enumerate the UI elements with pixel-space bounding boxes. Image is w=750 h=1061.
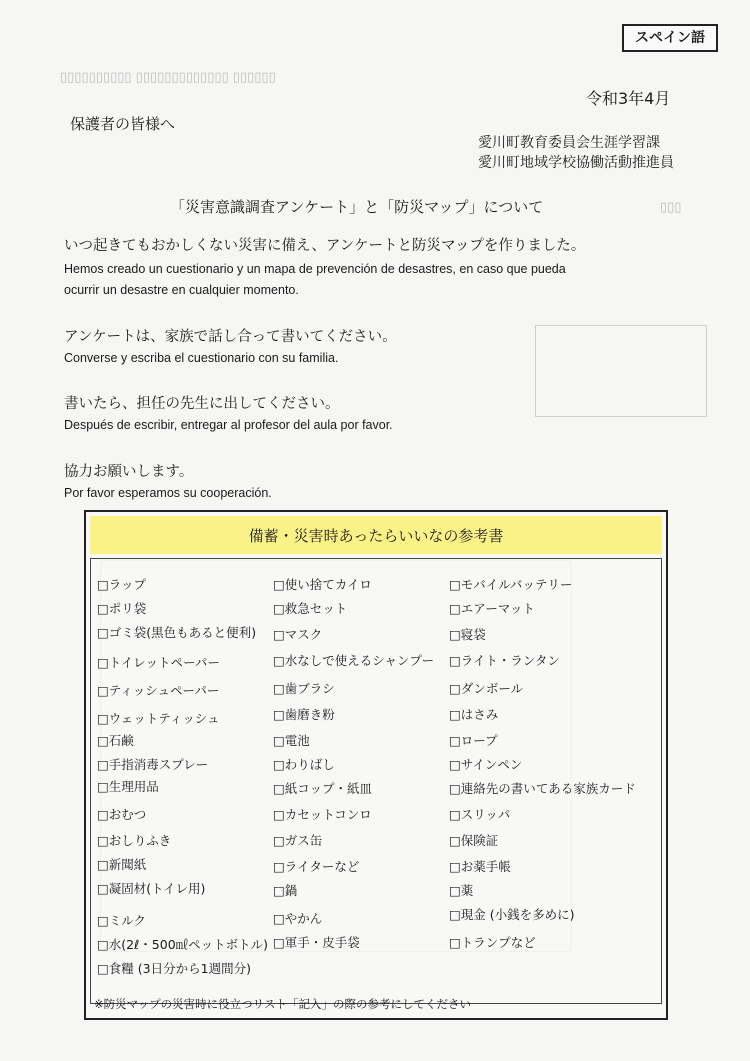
checklist-item: □凝固材(トイレ用) (97, 881, 206, 896)
sender-line-2: 愛川町地域学校協働活動推進員 (478, 155, 674, 171)
reference-list-body (90, 558, 662, 1004)
show-through-text: ▯▯▯ (660, 200, 682, 215)
checklist-item: □救急セット (273, 601, 348, 616)
paragraph-es: Por favor esperamos su cooperación. (64, 486, 272, 500)
paragraph-jp: アンケートは、家族で話し合って書いてください。 (64, 329, 397, 345)
reference-list-box (84, 510, 668, 1020)
checklist-item: □ロープ (449, 733, 498, 748)
paragraph-es: Hemos creado un cuestionario y un mapa de prevención de desastres, en caso que pueda (64, 262, 566, 276)
checklist-item: □ダンボール (449, 681, 524, 696)
paragraph-es: Converse y escriba el cuestionario con su familia. (64, 351, 339, 365)
checklist-item: □ゴミ袋(黒色もあると便利) (97, 625, 257, 640)
checklist-item: □おむつ (97, 807, 147, 822)
checklist-item: □ガス缶 (273, 833, 323, 848)
checklist-item: □モバイルバッテリー (449, 577, 573, 592)
checklist-item: □ウェットティッシュ (97, 711, 220, 726)
checklist-item: □鍋 (273, 883, 298, 898)
checklist-item: □はさみ (449, 707, 499, 722)
sender (478, 133, 674, 173)
checklist-item: □ライト・ランタン (449, 653, 560, 668)
checklist-item: □ライターなど (273, 859, 360, 874)
checklist-item: □水なしで使えるシャンプー (273, 653, 435, 668)
checklist-item: □水(2ℓ・500㎖ペットボトル) (97, 937, 269, 952)
checklist-item: □石鹸 (97, 733, 134, 748)
paragraph-jp: 協力お願いします。 (64, 464, 194, 480)
checklist-item: □軍手・皮手袋 (273, 935, 360, 950)
paragraph-jp: 書いたら、担任の先生に出してください。 (64, 396, 340, 412)
reference-list-title: 備蓄・災害時あったらいいなの参考書 (90, 516, 662, 554)
language-tag: スペイン語 (622, 24, 718, 52)
checklist-item: □ティッシュペーパー (97, 683, 220, 698)
checklist-item: □トランプなど (449, 935, 536, 950)
show-through-text: ▯▯▯▯▯▯▯▯▯▯ ▯▯▯▯▯▯▯▯▯▯▯▯▯ ▯▯▯▯▯▯ (60, 70, 276, 85)
checklist-item: □ミルク (97, 913, 147, 928)
checklist-item: □スリッパ (449, 807, 511, 822)
checklist-item: □トイレットペーパー (97, 655, 220, 670)
checklist-item: □やかん (273, 911, 323, 926)
show-through-box (535, 325, 707, 417)
checklist-item: □連絡先の書いてある家族カード (449, 781, 636, 796)
checklist-item: □カセットコンロ (273, 807, 372, 822)
checklist-item: □生理用品 (97, 779, 159, 794)
paragraph-jp: いつ起きてもおかしくない災害に備え、アンケートと防災マップを作りました。 (64, 238, 586, 254)
checklist-item: □ポリ袋 (97, 601, 147, 616)
document-title: 「災害意識調査アンケート」と「防災マップ」について (170, 198, 544, 216)
checklist-item: □保険証 (449, 833, 499, 848)
checklist-item: □歯ブラシ (273, 681, 335, 696)
checklist-item: □寝袋 (449, 627, 486, 642)
checklist-item: □紙コップ・紙皿 (273, 781, 373, 796)
paragraph-1 (64, 234, 585, 297)
checklist-item: □わりばし (273, 757, 335, 772)
checklist-item: □薬 (449, 883, 474, 898)
checklist-item: □使い捨てカイロ (273, 577, 372, 592)
checklist-item: □おしりふき (97, 833, 172, 848)
checklist-item: □電池 (273, 733, 310, 748)
checklist-item: □新聞紙 (97, 857, 147, 872)
issue-date: 令和3年4月 (586, 89, 671, 108)
paragraph-2 (64, 325, 397, 365)
addressee: 保護者の皆様へ (70, 115, 176, 133)
checklist-item: □手指消毒スプレー (97, 757, 209, 772)
checklist-item: □マスク (273, 627, 323, 642)
checklist-item: □サインペン (449, 757, 523, 772)
checklist-item: □歯磨き粉 (273, 707, 335, 722)
paragraph-3 (64, 392, 393, 432)
paragraph-es: Después de escribir, entregar al profesor del aula por favor. (64, 418, 393, 432)
sender-line-1: 愛川町教育委員会生涯学習課 (478, 135, 660, 151)
checklist-item: □エアーマット (449, 601, 535, 616)
checklist-item: □現金 (小銭を多めに) (449, 907, 575, 922)
reference-footnote: ※防災マップの災害時に役立つリスト「記入」の際の参考にしてください (94, 997, 471, 1011)
checklist-item: □お薬手帳 (449, 859, 511, 874)
checklist-item: □食糧 (3日分から1週間分) (97, 961, 251, 976)
paragraph-es-continued: ocurrir un desastre en cualquier momento. (64, 283, 299, 297)
paragraph-4 (64, 460, 272, 500)
checklist-item: □ラップ (97, 577, 147, 592)
